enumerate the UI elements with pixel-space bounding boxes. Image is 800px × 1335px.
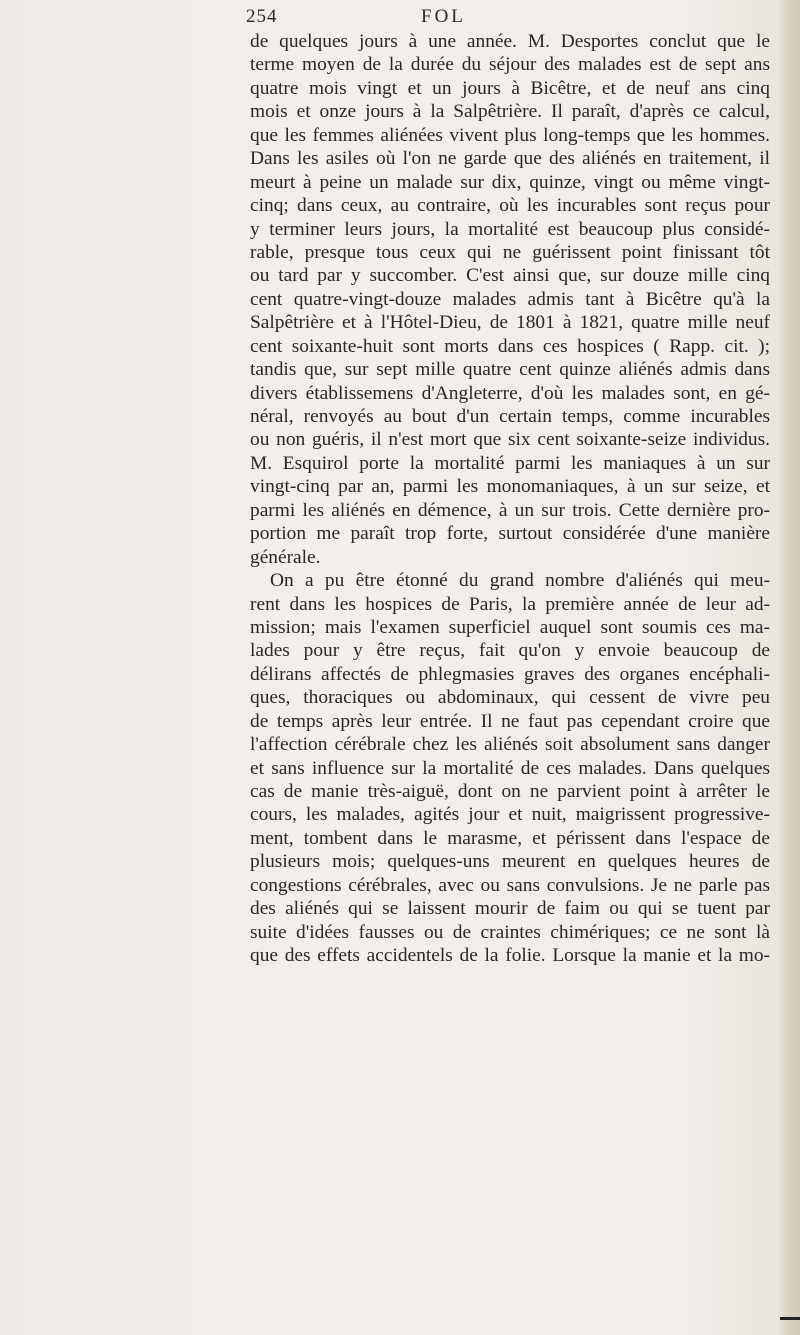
text-line: rable, presque tous ceux qui ne guérissent point finissant tôt (250, 241, 770, 263)
text-line: Dans les asiles où l'on ne garde que des aliénés en traitement, il (250, 148, 770, 170)
page-header (246, 6, 666, 32)
text-line: ques, thoraciques ou abdominaux, qui cessent de vivre peu (250, 687, 770, 709)
text-line: cent soixante-huit sont morts dans ces hospices ( Rapp. cit. ); (250, 335, 770, 357)
paragraph-start-line: On a pu être étonné du grand nombre d'aliénés qui meu- (270, 570, 770, 592)
body-text (250, 30, 770, 968)
text-line: mission; mais l'examen superficiel auquel sont soumis ces ma- (250, 616, 770, 638)
text-line: vingt-cinq par an, parmi les monomaniaques, à un sur seize, et (250, 476, 770, 498)
text-line: suite d'idées fausses ou de craintes chimériques; ce ne sont là (250, 921, 770, 943)
text-line: plusieurs mois; quelques-uns meurent en quelques heures de (250, 851, 770, 873)
running-head: FOL (421, 6, 466, 27)
text-line: tandis que, sur sept mille quatre cent quinze aliénés admis dans (250, 359, 770, 381)
text-line: de quelques jours à une année. M. Desportes conclut que le (250, 31, 770, 52)
text-line: congestions cérébrales, avec ou sans convulsions. Je ne parle pas (250, 874, 770, 896)
text-line: que des effets accidentels de la folie. Lorsque la manie et la mo- (250, 945, 770, 967)
text-line: cent quatre-vingt-douze malades admis tant à Bicêtre qu'à la (250, 288, 770, 310)
page-edge-shadow (778, 0, 800, 1335)
text-line: portion me paraît trop forte, surtout considérée d'une manière (250, 523, 770, 545)
text-line: parmi les aliénés en démence, à un sur trois. Cette dernière pro- (250, 499, 770, 521)
text-line: divers établissemens d'Angleterre, d'où les malades sont, en gé- (250, 382, 770, 404)
text-line: terme moyen de la durée du séjour des malades est de sept ans (250, 54, 770, 76)
text-line: meurt à peine un malade sur dix, quinze, vingt ou même vingt- (250, 171, 770, 193)
text-line: cinq; dans ceux, au contraire, où les incurables sont reçus pour (250, 195, 770, 217)
page-corner-mark (780, 1317, 800, 1320)
text-line: ment, tombent dans le marasme, et périssent dans l'espace de (250, 827, 770, 849)
text-line: mois et onze jours à la Salpêtrière. Il paraît, d'après ce calcul, (250, 101, 770, 123)
text-line: néral, renvoyés au bout d'un certain temps, comme incurables (250, 406, 770, 427)
paragraph-end-line: générale. (250, 546, 321, 568)
text-line: des aliénés qui se laissent mourir de faim ou qui se tuent par (250, 898, 770, 920)
text-line: lades pour y être reçus, fait qu'on y envoie beaucoup de (250, 640, 770, 662)
text-line: M. Esquirol porte la mortalité parmi les maniaques à un sur (250, 452, 770, 474)
text-line: délirans affectés de phlegmasies graves des organes encéphali- (250, 663, 770, 685)
text-line: rent dans les hospices de Paris, la première année de leur ad- (250, 593, 770, 615)
text-line: quatre mois vingt et un jours à Bicêtre, et de neuf ans cinq (250, 77, 770, 99)
text-line: cours, les malades, agités jour et nuit, maigrissent progressive- (250, 804, 770, 826)
text-line: que les femmes aliénées vivent plus long-temps que les hommes. (250, 124, 770, 146)
text-line: y terminer leurs jours, la mortalité est beaucoup plus considé- (250, 218, 770, 240)
text-line: Salpêtrière et à l'Hôtel-Dieu, de 1801 à 1821, quatre mille neuf (250, 312, 770, 334)
text-line: et sans influence sur la mortalité de ces malades. Dans quelques (250, 757, 770, 779)
text-line: l'affection cérébrale chez les aliénés soit absolument sans danger (250, 734, 770, 756)
text-line: ou non guéris, il n'est mort que six cent soixante-seize individus. (250, 429, 770, 451)
text-line: cas de manie très-aiguë, dont on ne parvient point à arrêter le (250, 781, 770, 802)
text-line: de temps après leur entrée. Il ne faut pas cependant croire que (250, 710, 770, 732)
page-number: 254 (246, 6, 278, 27)
text-line: ou tard par y succomber. C'est ainsi que, sur douze mille cinq (250, 265, 770, 287)
